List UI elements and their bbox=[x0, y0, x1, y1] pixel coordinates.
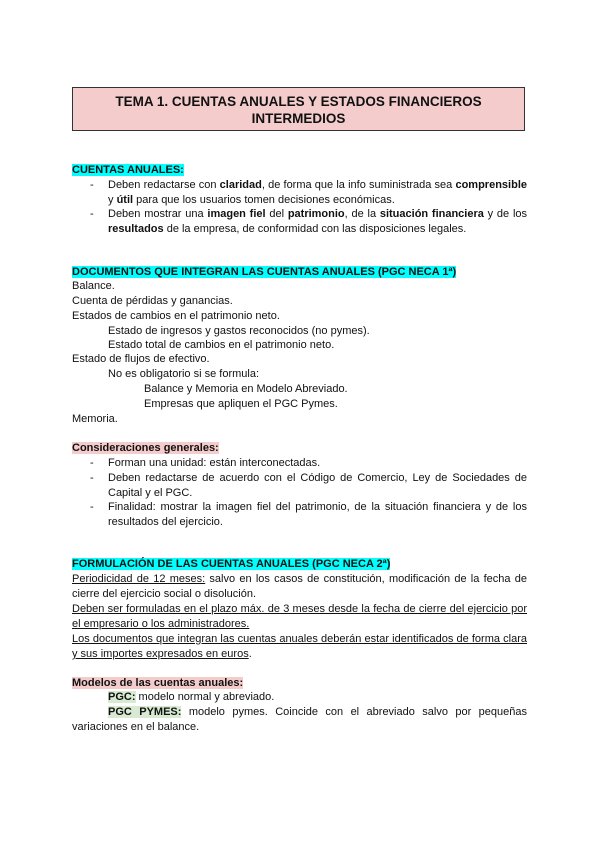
section-heading-documentos bbox=[72, 265, 527, 280]
paragraph-plazo: Deben ser formuladas en el plazo máx. de 3 meses desde la fecha de cierre del ejercicio por el empresario o los administradores. bbox=[72, 603, 527, 630]
text: Deben redactarse con bbox=[108, 179, 220, 191]
text: modelo pymes. Coincide con el abreviado salvo por pequeñas variaciones en el balance. bbox=[72, 706, 527, 733]
text: Deben mostrar una bbox=[108, 208, 208, 220]
bullet-text: Finalidad: mostrar la imagen fiel del patrimonio, de la situación financiera y de los resultados del ejercicio. bbox=[108, 501, 527, 528]
doc-subsubitem: Balance y Memoria en Modelo Abreviado. bbox=[144, 383, 348, 395]
doc-subitem: Estado de ingresos y gastos reconocidos (no pymes). bbox=[108, 325, 370, 337]
title-line-2: INTERMEDIOS bbox=[251, 111, 346, 126]
list-item bbox=[72, 500, 527, 530]
section-heading-modelos bbox=[72, 676, 527, 691]
bold-text: resultados bbox=[108, 222, 164, 235]
section-heading-consideraciones bbox=[72, 441, 527, 456]
bullet-dash: - bbox=[90, 208, 94, 220]
bullet-dash: - bbox=[90, 472, 94, 484]
bullet-text bbox=[108, 178, 527, 208]
bold-text: comprensible bbox=[455, 179, 527, 191]
text: salvo en los casos de constitución, modificación de la fecha de cierre del ejercicio social o disolución. bbox=[72, 573, 527, 600]
doc-item: Memoria. bbox=[72, 413, 118, 425]
list-item bbox=[72, 207, 527, 237]
underlined-text: Periodicidad de 12 meses: bbox=[72, 573, 206, 585]
bold-text: patrimonio bbox=[287, 208, 345, 220]
list-item bbox=[72, 456, 527, 471]
bullet-text bbox=[108, 207, 527, 237]
doc-subitem: No es obligatorio si se formula: bbox=[108, 368, 260, 380]
heading-text: CUENTAS ANUALES: bbox=[72, 164, 184, 176]
text: . bbox=[248, 647, 252, 660]
title-line-1: TEMA 1. CUENTAS ANUALES Y ESTADOS FINANCIEROS bbox=[115, 94, 482, 109]
modelo-pgc bbox=[72, 690, 527, 705]
document-title bbox=[72, 87, 525, 131]
bold-text: claridad bbox=[219, 179, 262, 191]
list-item bbox=[72, 178, 527, 208]
heading-text: Consideraciones generales: bbox=[72, 442, 219, 454]
bullet-text: Forman una unidad: están interconectadas. bbox=[108, 457, 321, 469]
bullet-text: Deben redactarse de acuerdo con el Código de Comercio, Ley de Sociedades de Capital y el PGC. bbox=[108, 472, 527, 499]
heading-text: DOCUMENTOS QUE INTEGRAN LAS CUENTAS ANUALES (PGC NECA 1ª) bbox=[72, 266, 457, 278]
doc-item: Estado de flujos de efectivo. bbox=[72, 353, 210, 365]
underlined-text: Los documentos que integran las cuentas anuales deberán estar identificados de forma clara y sus importes expresados en euros bbox=[72, 633, 527, 660]
text: , de forma que la info suministrada sea bbox=[261, 179, 456, 191]
doc-subitem: Estado total de cambios en el patrimonio neto. bbox=[108, 339, 335, 351]
text: de la empresa, de conformidad con las disposiciones legales. bbox=[163, 222, 467, 235]
paragraph-periodicidad bbox=[72, 572, 527, 602]
heading-text: Modelos de las cuentas anuales: bbox=[72, 677, 244, 689]
label: PGC PYMES: bbox=[108, 706, 182, 718]
modelo-pymes bbox=[72, 705, 527, 735]
text: y de los bbox=[483, 208, 528, 220]
heading-text: FORMULACIÓN DE LAS CUENTAS ANUALES (PGC NECA 2ª) bbox=[72, 558, 391, 570]
doc-subsubitem: Empresas que apliquen el PGC Pymes. bbox=[144, 398, 338, 410]
list-item bbox=[72, 471, 527, 501]
text: , de la bbox=[344, 208, 380, 220]
section-heading-cuentas-anuales bbox=[72, 163, 527, 178]
bullet-dash: - bbox=[90, 457, 94, 469]
paragraph-documentos bbox=[72, 632, 527, 662]
bullet-dash: - bbox=[90, 501, 94, 513]
bold-text: imagen fiel bbox=[207, 208, 266, 220]
text: y bbox=[108, 193, 117, 206]
doc-item: Balance. bbox=[72, 280, 115, 292]
bold-text: situación financiera bbox=[379, 208, 484, 220]
label: PGC: bbox=[108, 691, 136, 703]
text: para que los usuarios tomen decisiones económicas. bbox=[133, 193, 395, 206]
bullet-dash: - bbox=[90, 179, 94, 191]
doc-item: Cuenta de pérdidas y ganancias. bbox=[72, 295, 233, 307]
bold-text: útil bbox=[116, 193, 134, 206]
text: modelo normal y abreviado. bbox=[135, 691, 275, 703]
text: del bbox=[265, 208, 288, 220]
doc-item: Estados de cambios en el patrimonio neto. bbox=[72, 310, 280, 322]
section-heading-formulacion bbox=[72, 557, 527, 572]
